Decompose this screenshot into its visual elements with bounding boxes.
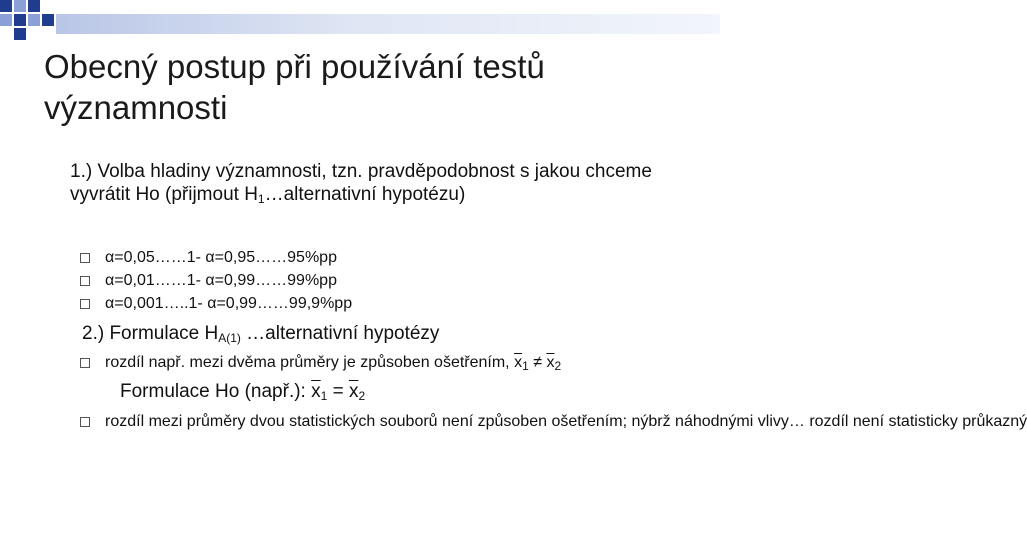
level-text-2: α=0,01……1- α=0,99……99%pp xyxy=(105,272,337,289)
ho-x1: $\overline{x}$ xyxy=(311,381,321,402)
point-2-sub: A(1) xyxy=(218,331,241,345)
bullet-difference-text xyxy=(105,353,561,376)
ho-formulation xyxy=(120,380,365,408)
eq-sign: = xyxy=(327,381,349,402)
corner-square-1 xyxy=(0,0,12,12)
point-1-text: 1.) Volba hladiny významnosti, tzn. pravděpodobnost s jakou chceme vyvrátit Ho (přijmout H xyxy=(70,161,652,205)
header-gradient-bar xyxy=(56,14,720,34)
corner-square-3 xyxy=(28,0,40,12)
point-2-text: 2.) Formulace H xyxy=(82,323,219,344)
corner-square-5 xyxy=(14,14,26,26)
corner-square-2 xyxy=(14,0,26,12)
point-1-text-end: …alternativní hypotézu) xyxy=(264,184,466,205)
ho-text: Formulace Ho (např.): xyxy=(120,381,312,402)
square-bullet-icon xyxy=(80,299,90,309)
point-1 xyxy=(70,160,690,211)
bullet-null-text: rozdíl mezi průměry dvou statistických souborů není způsoben ošetřením; nýbrž náhodnými vlivy… rozdíl není statisticky průkazný xyxy=(105,413,1027,430)
x1-mean: $\overline{x}$ xyxy=(514,354,523,371)
slide-title: Obecný postup při používání testů významnosti xyxy=(44,48,545,126)
x2-sub: 2 xyxy=(554,359,562,373)
ho-x2-sub: 2 xyxy=(358,389,366,403)
neq-sign: ≠ xyxy=(528,354,547,371)
level-text-1: α=0,05……1- α=0,95……95%pp xyxy=(105,249,337,266)
point-1-sub: 1 xyxy=(257,192,265,206)
square-bullet-icon xyxy=(80,417,90,427)
x1-sub: 1 xyxy=(522,359,529,373)
point-2 xyxy=(82,322,439,350)
square-bullet-icon xyxy=(80,253,90,263)
point-2-text-end: …alternativní hypotézy xyxy=(240,323,440,344)
corner-square-7 xyxy=(42,14,54,26)
square-bullet-icon xyxy=(80,358,90,368)
corner-square-4 xyxy=(0,14,12,26)
ho-x2: $\overline{x}$ xyxy=(348,381,359,402)
square-bullet-icon xyxy=(80,276,90,286)
corner-square-6 xyxy=(28,14,40,26)
level-text-3: α=0,001…..1- α=0,99……99,9%pp xyxy=(105,295,353,312)
ho-x1-sub: 1 xyxy=(320,389,328,403)
difference-sentence: rozdíl např. mezi dvěma průměry je způsoben ošetřením, xyxy=(105,354,515,371)
corner-square-8 xyxy=(14,28,26,40)
x2-mean: $\overline{x}$ xyxy=(546,354,555,371)
